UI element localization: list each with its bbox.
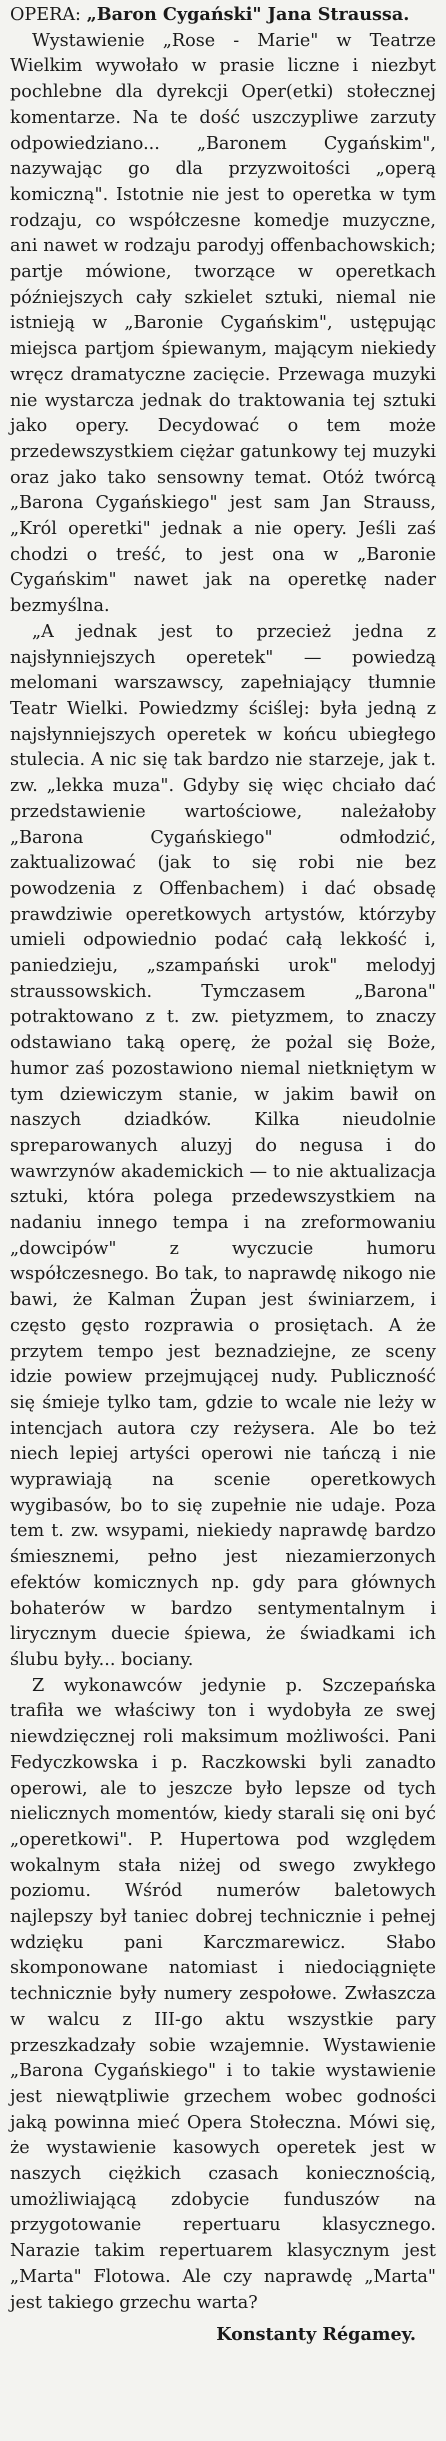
article-paragraph-1: Wystawienie „Rose - Marie" w Teatrze Wielkim wywołało w prasie liczne i niezbyt pochlebne dla dyrekcji Oper(etki) stołecznej komentarze. Na te dość uszczypliwe zarzuty odpowiedziano... „Baronem Cygańskim", nazywając go dla przyzwoitości „operą komiczną". Istotnie nie jest to operetka w tym rodzaju, co współczesne komedje muzyczne, ani nawet w rodzaju parodyj offenbachowskich; partje mówione, tworzące w operetkach późniejszych cały szkielet sztuki, niemal nie istnieją w „Baronie Cygańskim", ustępując miejsca partjom śpiewanym, mającym niekiedy wręcz dramatyczne zacięcie. Przewaga muzyki nie wystarcza jednak do traktowania tej sztuki jako opery. Decydować o tem może przedewszystkiem ciężar gatunkowy tej muzyki oraz jako tako sensowny temat. Otóż twórcą „Barona Cygańskiego" jest sam Jan Strauss, „Król operetki" jednak a nie opery. Jeśli zaś chodzi o treść, to jest ona w „Baronie Cygańskim" nawet jak na operetkę nader bezmyślna.	[10, 30, 436, 617]
author-signature: Konstanty Régamey.	[216, 2324, 416, 2346]
title-work-and-composer: „Baron Cygański" Jana Straussa.	[86, 4, 410, 25]
article-paragraph-2: „A jednak jest to przecież jedna z najsłynniejszych operetek" — powiedzą melomani warszawscy, zapełniający tłumnie Teatr Wielki. Powiedzmy ściślej: była jedną z najsłynniejszych operetek w końcu ubiegłego stulecia. A nic się tak bardzo nie starzeje, jak t. zw. „lekka muza". Gdyby się więc chciało dać przedstawienie wartościowe, należałoby „Barona Cygańskiego" odmłodzić, zaktualizować (jak to się robi nie bez powodzenia z Offenbachem) i dać obsadę prawdziwie operetkowych artystów, którzyby umieli odpowiednio podać całą lekkość i, paniedzieju, „szampański urok" melodyj straussowskich. Tymczasem „Barona" potraktowano z t. zw. pietyzmem, to znaczy odstawiano taką operę, że pożal się Boże, humor zaś pozostawiono niemal nietkniętym w tym dziewiczym stanie, w jakim bawił on naszych dziadków. Kilka nieudolnie spreparowanych aluzyj do negusa i do wawrzynów akademickich — to nie aktualizacja sztuki, która polega przedewszystkiem na nadaniu innego tempa i na zreformowaniu „dowcipów" z wyczucie humoru współczesnego. Bo tak, to naprawdę nikogo nie bawi, że Kalman Żupan jest świniarzem, i często gęsto rozprawia o prosiętach. A że przytem tempo jest beznadziejne, ze sceny idzie powiew przejmującej nudy. Publiczność się śmieje tylko tam, gdzie to wcale nie leży w intencjach autora czy reżysera. Ale bo też niech lepiej artyści operowi nie tańczą i nie wyprawiają na scenie operetkowych wygibasów, bo to się zupełnie nie udaje. Poza tem t. zw. wsypami, niekiedy naprawdę bardzo śmiesznemi, pełno jest niezamierzonych efektów komicznych np. gdy para głównych bohaterów w bardzo sentymentalnym i lirycznym duecie śpiewa, że świadkami ich ślubu były... bociany.	[10, 621, 436, 1670]
article-title	[10, 2, 436, 29]
title-section-label: OPERA:	[10, 5, 87, 25]
article-paragraph-3: Z wykonawców jedynie p. Szczepańska trafiła we właściwy ton i wydobyła ze swej niewdzięcznej roli maksimum możliwości. Pani Fedyczkowska i p. Raczkowski byli zanadto operowi, ale to jeszcze było lepsze od tych nielicznych momentów, kiedy starali się oni być „operetkowi". P. Hupertowa pod względem wokalnym stała niżej od swego zwykłego poziomu. Wśród numerów baletowych najlepszy był taniec dobrej technicznie i pełnej wdzięku pani Karczmarewicz. Słabo skomponowane natomiast i niedociągnięte technicznie były numery zespołowe. Zwłaszcza w walcu z III-go aktu wszystkie pary przeszkadzały sobie wzajemnie. Wystawienie „Barona Cygańskiego" i to takie wystawienie jest niewątpliwie grzechem wobec godności jaką powinna mieć Opera Stołeczna. Mówi się, że wystawienie kasowych operetek jest w naszych ciężkich czasach koniecznością, umożliwiającą zdobycie funduszów na przygotowanie repertuaru klasycznego. Narazie takim repertuarem klasycznym jest „Marta" Flotowa. Ale czy naprawdę „Marta" jest takiego grzechu warta?	[10, 1675, 436, 2313]
